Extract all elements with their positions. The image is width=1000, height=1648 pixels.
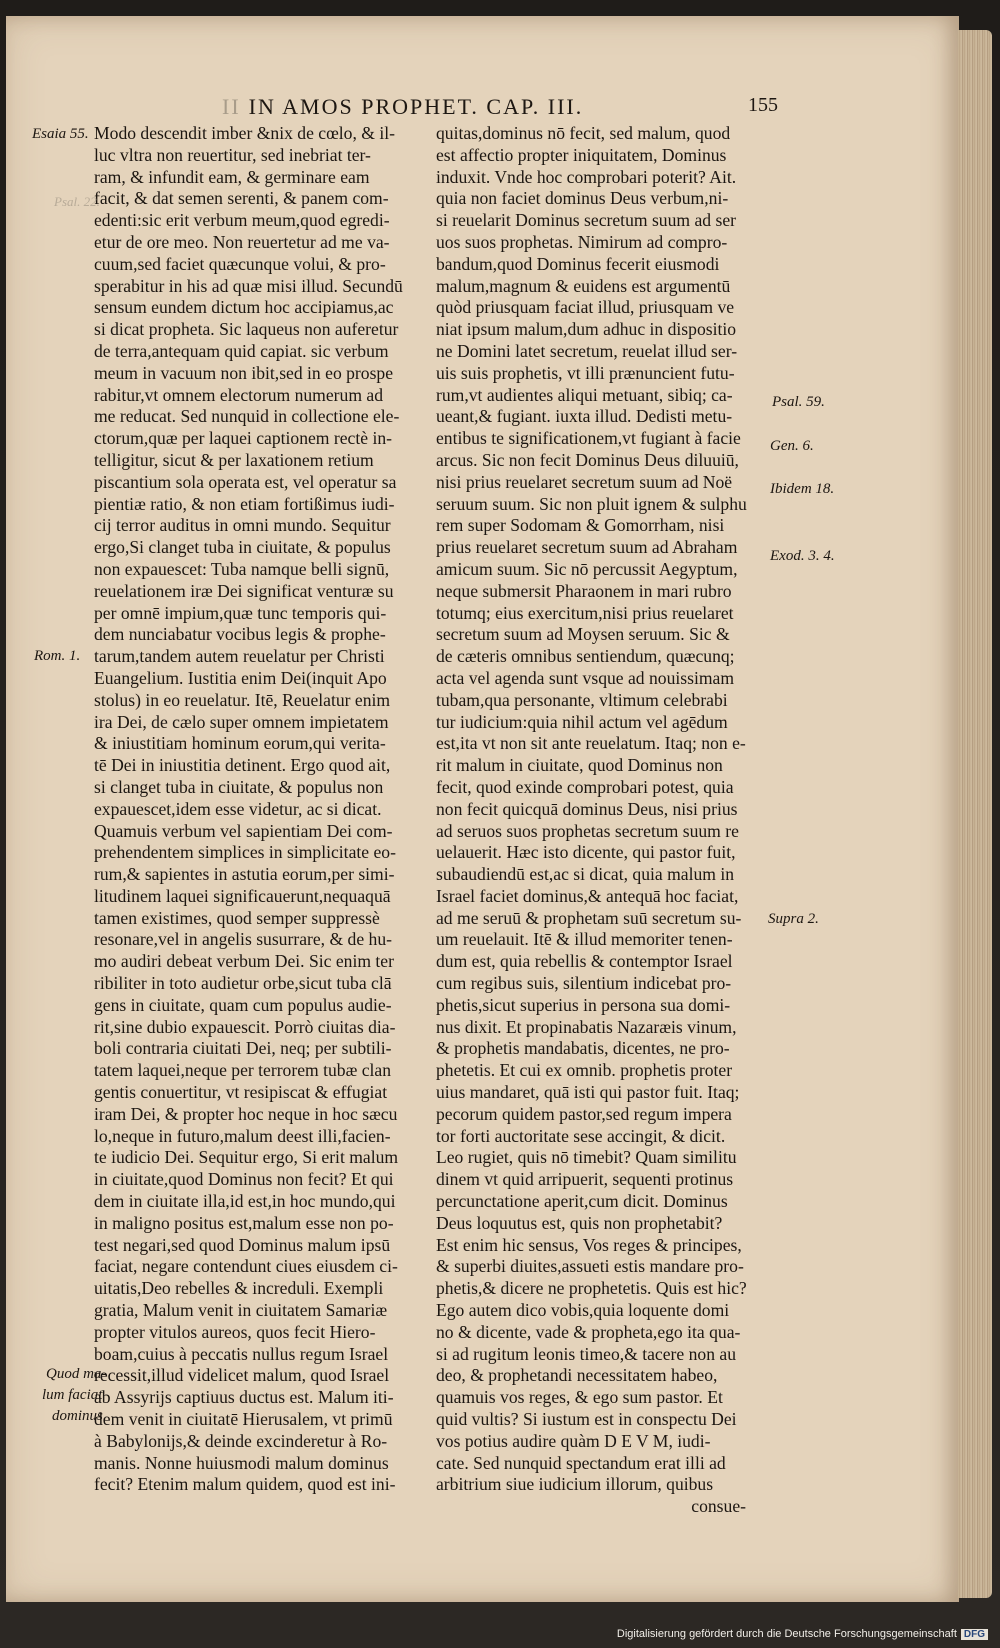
running-head: [222, 94, 742, 120]
text-line: non fecit quicquā dominus Deus, nisi prius: [436, 798, 738, 819]
text-line: dinem vt quid arripuerit, sequenti protinus: [436, 1169, 734, 1190]
text-line: ne Domini latet secretum, reuelat illud ser-: [436, 340, 738, 361]
text-line: te iudicio Dei. Sequitur ergo, Si erit malum: [94, 1147, 399, 1168]
text-line: quòd priusquam faciat illud, priusquam ve: [436, 297, 735, 318]
text-line: tur iudicium:quia nihil actum vel agēdum: [436, 711, 728, 732]
text-line: Modo descendit imber &nix de cœlo, & il-: [94, 123, 395, 143]
text-line: prehendentem simplices in simplicitate eo-: [94, 842, 396, 863]
text-line: quid vultis? Si iustum est in conspectu Dei: [436, 1409, 737, 1430]
text-line: um reuelauit. Itē & illud memoriter tenen-: [436, 929, 733, 950]
text-line: in maligno positus est,malum esse non po-: [94, 1212, 394, 1233]
text-line: fecit? Etenim malum quidem, quod est ini-: [94, 1474, 396, 1495]
text-line: uis suis prophetis, vt illi prænuncient futu-: [436, 362, 735, 383]
text-line: iram Dei, & propter hoc neque in hoc sæcu: [94, 1103, 398, 1124]
text-line: dum est, quia rebellis & contemptor Israel: [436, 951, 733, 972]
text-line: telligitur, sicut & per laxationem retium: [94, 449, 374, 470]
text-line: ram, & infundit eam, & germinare eam: [94, 166, 370, 187]
text-line: rit,sine dubio expauescit. Porrò ciuitas dia-: [94, 1016, 396, 1037]
text-line: ctorum,quæ per laquei captionem rectè in-: [94, 428, 393, 449]
text-line: test negari,sed quod Dominus malum ipsū: [94, 1234, 391, 1255]
text-line: nus dixit. Et propinabatis Nazaræis vinum,: [436, 1016, 737, 1037]
text-line: & iniustitiam hominum eorum,qui verita-: [94, 733, 386, 754]
text-line: phetis,& dicere ne prophetetis. Quis est hic?: [436, 1278, 747, 1299]
text-line: Quamuis verbum vel sapientiam Dei com-: [94, 820, 393, 841]
text-line: pecorum quidem pastor,sed regum impera: [436, 1103, 732, 1124]
text-line: dem venit in ciuitatē Hierusalem, vt primū: [94, 1409, 393, 1430]
text-line: secretum suum ad Moysen seruum. Sic &: [436, 624, 730, 645]
text-line: piscantium sola operata est, vel operatur sa: [94, 471, 397, 492]
text-line: cum regibus suis, silentium indicebat pro-: [436, 973, 732, 994]
text-line: uos suos prophetas. Nimirum ad compro-: [436, 231, 728, 252]
text-line: percunctatione aperit,cum dicit. Dominus: [436, 1191, 728, 1212]
text-line: manis. Nonne huiusmodi malum dominus: [94, 1452, 389, 1473]
text-line: uelauerit. Hæc isto dicente, qui pastor fuit,: [436, 842, 736, 863]
text-line: rem super Sodomam & Gomorrham, nisi: [436, 515, 725, 536]
text-line: ira Dei, de cælo super omnem impietatem: [94, 711, 389, 732]
text-line: & prophetis mandabatis, dicentes, ne pro-: [436, 1038, 730, 1059]
text-line: induxit. Vnde hoc comprobari poterit? Ait.: [436, 166, 737, 187]
text-line: rit malum in ciuitate, quod Dominus non: [436, 755, 723, 776]
text-line: lo,neque in futuro,malum deest illi,facien-: [94, 1125, 391, 1146]
text-line: ribiliter in toto audietur orbe,sicut tuba clā: [94, 973, 392, 994]
text-line: est affectio propter iniquitatem, Dominus: [436, 144, 727, 165]
text-line: no & dicente, vade & propheta,ego ita qua-: [436, 1321, 741, 1342]
text-line: à Babylonijs,& deinde excinderetur à Ro-: [94, 1430, 388, 1451]
text-line: nisi prius reuelaret secretum suum ad Noë: [436, 471, 733, 492]
margin-note-faded: Psal. 22.: [54, 194, 100, 209]
catchword: consue-: [691, 1496, 746, 1517]
text-line: seruum suum. Sic non pluit ignem & sulphu: [436, 493, 747, 514]
text-line: tē Dei in iniustitia detinent. Ergo quod ait,: [94, 755, 391, 776]
text-line: reuelationem iræ Dei significat venturæ su: [94, 580, 394, 601]
ornament: II: [222, 94, 241, 119]
text-line: tarum,tandem autem reuelatur per Christi: [94, 646, 385, 667]
text-line: ab Assyrijs captiuus ductus est. Malum iti-: [94, 1387, 394, 1408]
text-line: vos potius audire quàm D E V M, iudi-: [436, 1430, 711, 1451]
text-line: pientiæ ratio, & non etiam fortißimus iudi-: [94, 493, 395, 514]
text-line: in ciuitate,quod Dominus non fecit? Et qui: [94, 1169, 394, 1190]
text-line: cij terror auditus in omni mundo. Sequitur: [94, 515, 391, 536]
text-line: est,ita vt non sit ante reuelatum. Itaq; non e-: [436, 733, 746, 754]
margin-note-gen: Gen. 6.: [770, 438, 814, 454]
right-text-column: [436, 123, 756, 1518]
text-line: tamen existimes, quod semper suppressè: [94, 907, 380, 928]
text-line: uitatis,Deo rebelles & increduli. Exempli: [94, 1278, 384, 1299]
margin-note-ibidem: Ibidem 18.: [770, 481, 835, 497]
text-line: dem nunciabatur vocibus legis & prophe-: [94, 624, 386, 645]
margin-note-supra: Supra 2.: [768, 911, 819, 927]
text-line: phetis,sicut superius in persona sua domi-: [436, 994, 731, 1015]
text-line: luc vltra non reuertitur, sed inebriat ter-: [94, 144, 371, 165]
text-line: cate. Sed nunquid spectandum erat illi ad: [436, 1452, 726, 1473]
text-line: rabitur,vt omnem electorum numerum ad: [94, 384, 384, 405]
text-line: arbitrium siue iudicium illorum, quibus: [436, 1474, 714, 1495]
credit-text: Digitalisierung gefördert durch die Deutsche Forschungsgemeinschaft: [616, 1628, 957, 1640]
text-line: ergo,Si clanget tuba in ciuitate, & populus: [94, 537, 391, 558]
text-line: tor forti auctoritate sese accingit, & dicit.: [436, 1125, 726, 1146]
text-line: prius reuelaret secretum suum ad Abraham: [436, 537, 738, 558]
text-line: totumq; eius exercitum,nisi prius reuelaret: [436, 602, 734, 623]
text-line: mo audiri debeat verbum Dei. Sic enim ter: [94, 951, 394, 972]
text-line: acta vel agenda sunt vsque ad nouissimam: [436, 667, 735, 688]
margin-note-exod: Exod. 3. 4.: [770, 548, 835, 564]
text-line: gratia, Malum venit in ciuitatem Samariæ: [94, 1300, 388, 1321]
text-line: me reducat. Sed nunquid in collectione ele-: [94, 406, 400, 427]
text-line: edenti:sic erit verbum meum,quod egredi-: [94, 210, 390, 231]
text-line: ad me seruū & prophetam suū secretum su-: [436, 907, 742, 928]
page-edges: [958, 30, 992, 1598]
text-line: stolus) in eo reuelatur. Itē, Reuelatur enim: [94, 689, 391, 710]
text-line: rum,& sapientes in astutia eorum,per simi-: [94, 864, 395, 885]
text-line: sperabitur in his ad quæ misi illud. Secundū: [94, 275, 403, 296]
text-line: uius mandaret, quā isti qui pastor fuit. Itaq;: [436, 1082, 740, 1103]
text-line: bandum,quod Dominus fecerit eiusmodi: [436, 253, 720, 274]
page-number: 155: [748, 94, 778, 116]
margin-note-quod-3: dominus.: [52, 1408, 107, 1424]
text-line: gens in ciuitate, quam cum populus audie-: [94, 994, 392, 1015]
text-line: litudinem laquei significauerunt,nequaquā: [94, 885, 391, 906]
margin-note-esaia: Esaia 55.: [32, 126, 89, 142]
margin-note-rom: Rom. 1.: [34, 648, 81, 664]
text-line: rum,vt audientes aliqui metuant, sibiq; ca-: [436, 384, 733, 405]
text-line: dem in ciuitate illa,id est,in hoc mundo,qui: [94, 1191, 396, 1212]
text-line: malum,magnum & euidens est argumentū: [436, 275, 731, 296]
text-line: Ego autem dico vobis,quia loquente domi: [436, 1300, 730, 1321]
text-line: cuum,sed faciet quæcunque volui, & pro-: [94, 253, 386, 274]
text-line: faciat, negare contendunt ciues eiusdem ci-: [94, 1256, 398, 1277]
text-line: per omnē impium,quæ tunc temporis qui-: [94, 602, 387, 623]
text-line: recessit,illud videlicet malum, quod Israel: [94, 1365, 390, 1386]
text-line: tubam,qua personante, vltimum celebrabi: [436, 689, 728, 710]
text-line: resonare,vel in angelis susurrare, & de hu-: [94, 929, 393, 950]
text-line: gentis conuertitur, vt resipiscat & effugiat: [94, 1082, 388, 1103]
text-line: de cæteris omnibus sentiendum, quæcunq;: [436, 646, 735, 667]
text-line: si reuelarit Dominus secretum suum ad ser: [436, 210, 736, 231]
text-line: boam,cuius à peccatis nullus regum Israel: [94, 1343, 389, 1364]
text-line: quitas,dominus nō fecit, sed malum, quod: [436, 123, 731, 143]
text-line: phetetis. Et cui ex omnib. prophetis proter: [436, 1060, 733, 1081]
text-line: Euangelium. Iustitia enim Dei(inquit Apo: [94, 667, 387, 688]
text-line: expauescet,idem esse videtur, ac si dicat.: [94, 798, 382, 819]
text-line: deo, & prophetandi necessitatem habeo,: [436, 1365, 718, 1386]
dfg-logo: DFG: [961, 1629, 988, 1640]
text-line: etur de ore meo. Non reuertetur ad me va-: [94, 231, 390, 252]
text-line: boli contraria ciuitati Dei, neq; per subtili-: [94, 1038, 392, 1059]
text-line: tatem laquei,neque per terrorem tubæ clan: [94, 1060, 392, 1081]
text-line: quia non faciet dominus Deus verbum,ni-: [436, 188, 729, 209]
text-line: si dicat propheta. Sic laqueus non auferetur: [94, 319, 399, 340]
text-line: Leo rugiet, quis nō timebit? Quam similitu: [436, 1147, 737, 1168]
text-line: arcus. Sic non fecit Dominus Deus diluuiū,: [436, 449, 739, 470]
text-line: fecit, quod exinde comprobari potest, quia: [436, 776, 734, 797]
text-line: facit, & dat semen serenti, & panem com-: [94, 188, 389, 209]
text-line: si clanget tuba in ciuitate, & populus non: [94, 776, 384, 797]
margin-note-psal: Psal. 59.: [772, 394, 825, 410]
text-line: si ad rugitum leonis timeo,& tacere non au: [436, 1343, 736, 1364]
left-text-column: [94, 123, 414, 1496]
running-head-text: IN AMOS PROPHET. CAP. III.: [248, 94, 584, 119]
text-line: Est enim hic sensus, Vos reges & principes,: [436, 1234, 742, 1255]
text-line: propter vitulos aureos, quos fecit Hiero-: [94, 1321, 376, 1342]
text-line: neque submersit Pharaonem in mari rubro: [436, 580, 732, 601]
text-line: non expauescet: Tuba namque belli signū,: [94, 558, 390, 579]
digitization-credit: [617, 1628, 988, 1640]
margin-note-quod-2: lum faciat: [42, 1387, 103, 1403]
text-line: subaudiendū est,ac si dicat, quia malum in: [436, 864, 735, 885]
text-line: ueant,& fugiant. iuxta illud. Dedisti metu-: [436, 406, 733, 427]
text-line: meum in vacuum non ibit,sed in eo prospe: [94, 362, 394, 383]
text-line: ad seruos suos prophetas secretum suum re: [436, 820, 739, 841]
text-line: de terra,antequam quid capiat. sic verbum: [94, 340, 389, 361]
text-line: Israel faciet dominus,& antequā hoc faciat,: [436, 885, 739, 906]
text-line: amicum suum. Sic nō percussit Aegyptum,: [436, 558, 738, 579]
margin-note-quod-1: Quod ma-: [46, 1366, 107, 1382]
text-line: Deus loquutus est, quis non prophetabit?: [436, 1212, 723, 1233]
text-line: niat ipsum malum,dum adhuc in dispositio: [436, 319, 737, 340]
text-line: sensum eundem dictum hoc accipiamus,ac: [94, 297, 394, 318]
text-line: quamuis vos reges, & ego sum pastor. Et: [436, 1387, 723, 1408]
text-line: entibus te significationem,vt fugiant à facie: [436, 428, 741, 449]
text-line: & superbi diuites,assueti estis mandare pro-: [436, 1256, 744, 1277]
